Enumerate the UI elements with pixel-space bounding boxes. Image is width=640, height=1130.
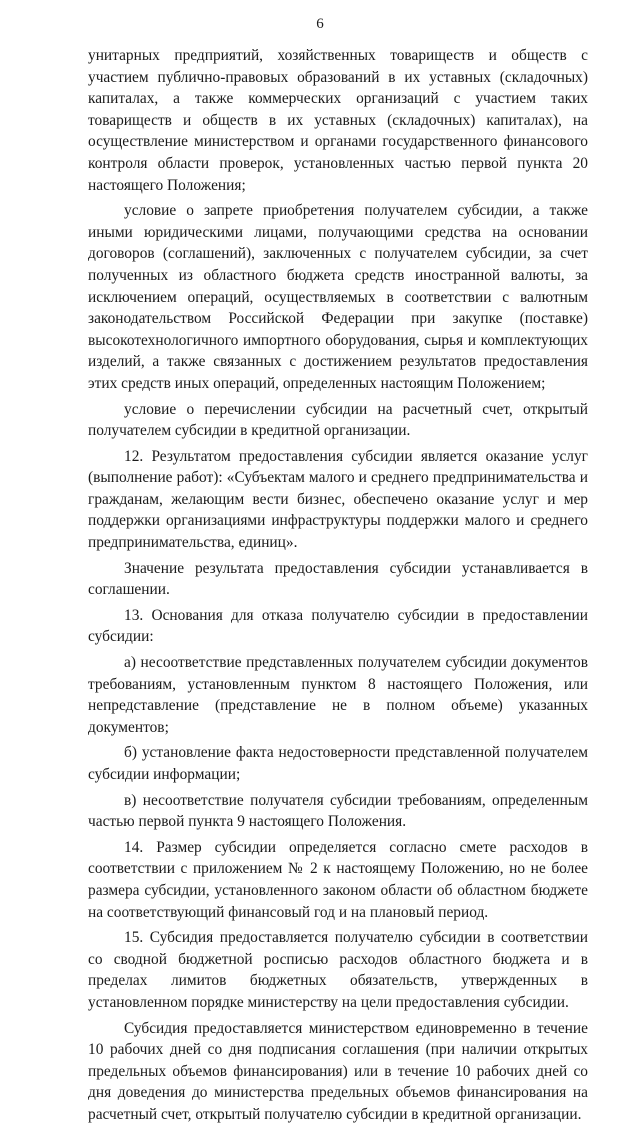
document-body: [88, 45, 588, 1130]
paragraph-transfer-condition: условие о перечислении субсидии на расчетный счет, открытый получателем субсидии в кредитной организации.: [88, 400, 588, 440]
paragraph-13-a: а) несоответствие представленных получателем субсидии документов требованиям, установленным пунктом 8 настоящего Положения, или непредставление (представление не в полном объеме) указанных документов;: [88, 654, 588, 736]
paragraph-payment-timing: Субсидия предоставляется министерством единовременно в течение 10 рабочих дней со дня подписания соглашения (при наличии открытых предельных объемов финансирования) или в течение 10 рабочих дней со дня доведения до министерства предельных объемов финансирования на расчетный счет, открытый получателю субсидии в кредитной организации.: [88, 1019, 588, 1123]
paragraph-result-value: Значение результата предоставления субсидии устанавливается в соглашении.: [88, 559, 588, 599]
page-number: 6: [316, 16, 324, 32]
paragraph-13-b: б) установление факта недостоверности представленной получателем субсидии информации;: [88, 744, 588, 783]
paragraph-13-refusal: 13. Основания для отказа получателю субсидии в предоставлении субсидии:: [88, 606, 588, 646]
paragraph-13-c: в) несоответствие получателя субсидии требованиям, определенным частью первой пункта 9 настоящего Положения.: [88, 791, 588, 831]
paragraph-currency-condition: условие о запрете приобретения получателем субсидии, а также иными юридическими лицами, получающими средства на основании договоров (соглашений), заключенных с получателем субсидии, за счет полученных из областного бюджета средств иностранной валюты, за исключением операций, осуществляемых в соответствии с валютным законодательством Российской Федерации при закупке (поставке) высокотехнологичного импортного оборудования, сырья и комплектующих изделий, а также связанных с достижением результатов предоставления этих средств иных операций, определенных настоящим Положением;: [88, 202, 588, 392]
paragraph-15-provision: 15. Субсидия предоставляется получателю субсидии в соответствии со сводной бюджетной росписью расходов областного бюджета и в пределах лимитов бюджетных обязательств, утвержденных в установленном порядке министерству на цели предоставления субсидии.: [88, 929, 588, 1011]
paragraph-14-amount: 14. Размер субсидии определяется согласно смете расходов в соответствии с приложением № 2 к настоящему Положению, но не более размера субсидии, установленного законом области об областном бюджете на соответствующий финансовый год и на плановый период.: [88, 838, 588, 921]
paragraph-continuation: унитарных предприятий, хозяйственных товариществ и обществ с участием публично-правовых образований в их уставных (складочных) капиталах, а также коммерческих организаций с участием таких товариществ и обществ в их уставных (складочных) капиталах), на осуществление министерством и органами государственного финансового контроля области проверок, установленных частью первой пункта 20 настоящего Положения;: [88, 47, 588, 194]
paragraph-12-result: 12. Результатом предоставления субсидии является оказание услуг (выполнение работ): «Субъектам малого и среднего предпринимательства и гражданам, желающим вести бизнес, обеспечено оказание услуг и мер поддержки организациями инфраструктуры поддержки малого и среднего предпринимательства, единиц».: [88, 447, 588, 552]
